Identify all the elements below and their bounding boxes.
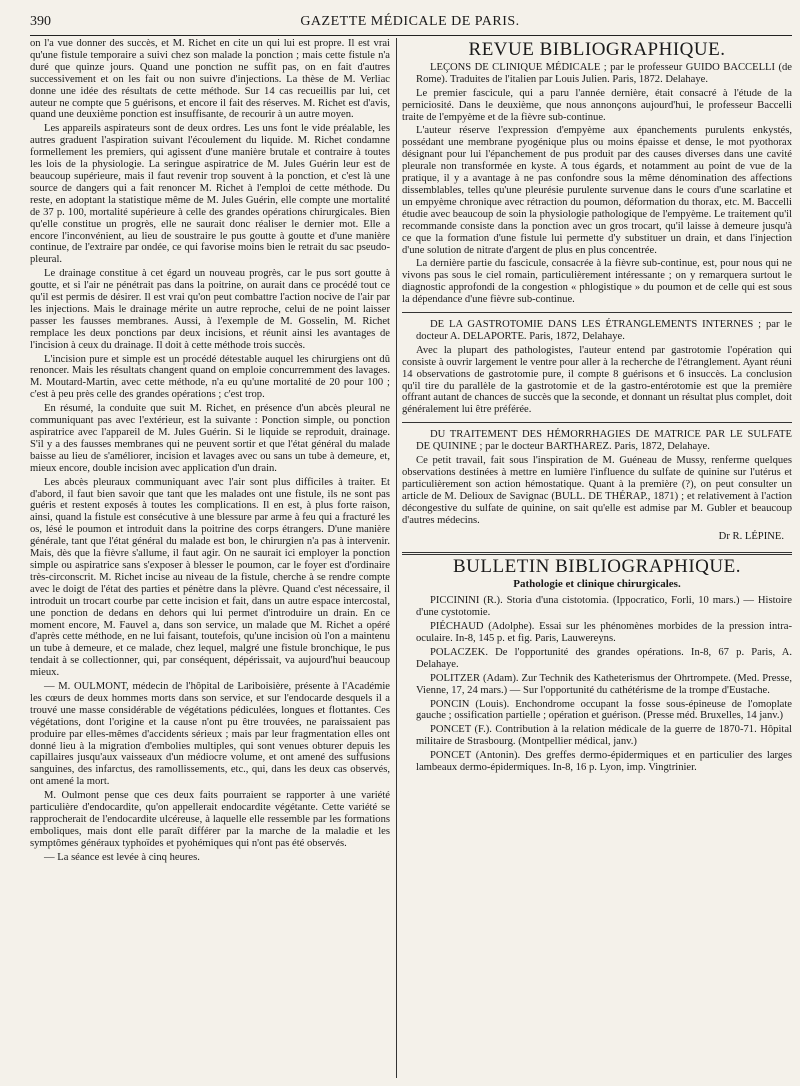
right-column bbox=[402, 38, 792, 1078]
bibliography-entry: POLACZEK. De l'opportunité des grandes opérations. In-8, 67 p. Paris, A. Delahaye. bbox=[416, 646, 792, 670]
section-separator bbox=[402, 552, 792, 555]
revue-title: REVUE BIBLIOGRAPHIQUE. bbox=[468, 39, 726, 60]
bibliography-entry: PIÉCHAUD (Adolphe). Essai sur les phénomènes morbides de la pression intra-oculaire. In-8, 145 p. et fig. Paris, Lauwereyns. bbox=[416, 621, 792, 644]
bibliography-entry: POLITZER (Adam). Zur Technik des Katheterismus der Ohrtrompete. (Med. Presse, Vienne, 17, 24 mars.) — Sur l'opportunité du cathétérisme de la trompe d'Eustache. bbox=[416, 672, 792, 696]
bulletin-title: BULLETIN BIBLIOGRAPHIQUE. bbox=[453, 556, 741, 578]
bibliography-entry: PONCET (Antonin). Des greffes dermo-épidermiques et en particulier des larges lambeaux dermo-épidermiques. In-8, 16 p. Lyon, imp. Vingtrinier. bbox=[416, 750, 792, 774]
journal-title: GAZETTE MÉDICALE DE PARIS. bbox=[300, 14, 520, 29]
author-signature: Dr R. LÉPINE. bbox=[718, 530, 784, 542]
paragraph: M. Oulmont pense que ces deux faits pourraient se rapporter à une variété particulière d'endocardite, qu'on appellerait endocardite végétante. Cette variété se rapprocherait de l'endocardite ulcéreuse, à laquelle elle ressemble par les formations emboliques, mais dont elle paraît différer par la marche de la maladie et les symptômes généraux typhoïdes et pyohémiques qui n'ont pas été observés. bbox=[30, 790, 390, 849]
separator bbox=[402, 312, 792, 313]
bibliographic-reference: LEÇONS DE CLINIQUE MÉDICALE ; par le professeur GUIDO BACCELLI (de Rome). Traduites de l'italien par Louis Julien. Paris, 1872. Delahaye. bbox=[416, 61, 792, 85]
paragraph: Les appareils aspirateurs sont de deux ordres. Les uns font le vide préalable, les autres graduent l'aspiration suivant l'écoulement du liquide. M. Richet condamne formellement les premiers, qui agissent d'une manière brutale et contraire à toutes les lois de la physiologie. La seringue aspiratrice de M. Jules Guérin leur est de beaucoup supérieure, mais il faut revenir trop souvent à la ponction, et c'est là une source de dangers qui a fait renoncer M. Richet à l'emploi de cette méthode. Du reste, en adoptant la statistique même de M. Jules Guérin, elle compte une mortalité de 37 p. 100, mortalité supérieure à celle des grandes opérations chirurgicales. Bien qu'elle constitue un progrès, elle ne saurait donc réaliser le dernier mot. Elle a encore l'inconvénient, au lieu de soustraire le pus goutte à goutte et d'une manière continue, de l'extraire par ondée, ce qui favorise moins bien le retrait du sac pseudo-pleural. bbox=[30, 123, 390, 266]
paragraph: La dernière partie du fascicule, consacrée à la fièvre sub-continue, est, pour nous qui ne vivons pas sous le ciel romain, particulièrement intéressante ; on y remarquera surtout le diagnostic approfondi de la congestion « phlogistique » du poumon et de celle qui est sous la dépendance d'une fièvre sub-continue. bbox=[402, 258, 792, 306]
bibliography-entry: PICCININI (R.). Storia d'una cistotomia. (Ippocratico, Forli, 10 mars.) — Histoire d'une cystotomie. bbox=[416, 595, 792, 619]
header-rule bbox=[30, 35, 792, 36]
bibliographic-reference: DE LA GASTROTOMIE DANS LES ÉTRANGLEMENTS INTERNES ; par le docteur A. DELAPORTE. Paris, 1872, Delahaye. bbox=[416, 319, 792, 342]
separator bbox=[402, 422, 792, 423]
paragraph: L'incision pure et simple est un procédé détestable auquel les chirurgiens ont dû renoncer. Mais les résultats changent quand on emploie concurremment des lavages. M. Moutard-Martin, avec cette méthode, n'a eu qu'une mortalité de 20 pour 100 ; c'est à peu près celle des grandes opérations ; c'est trop. bbox=[30, 353, 390, 401]
bibliography-entry: PONCET (F.). Contribution à la relation médicale de la guerre de 1870-71. Hôpital militaire de Strasbourg. (Montpellier médical, janv.) bbox=[416, 724, 792, 748]
paragraph: Les abcès pleuraux communiquant avec l'air sont plus difficiles à traiter. Et d'abord, il faut bien savoir que tant que les malades ont une fistule, ils ne sont pas guéris et restent exposés à toutes les complications. Il en est, à plus forte raison, ainsi, quand la fistule est consécutive à une blessure par arme à feu qui a fracturé les os, lésé le poumon et introduit dans la poitrine des corps étrangers. D'une manière générale, tant que l'état général du malade est bon, le chirurgien n'a pas à intervenir. Mais, dès que la fièvre s'allume, il faut agir. On ne saurait ici employer la ponction simple ou aspiratrice sans s'exposer à blesser le poumon, car le foyer est d'ordinaire très-circonscrit. M. Richet incise au niveau de la fistule, cherche à se rendre compte avec le doigt de l'état des parties et pénètre dans la plèvre. Quand c'est nécessaire, il introduit un trocart courbe par cette incision et fait, dans un autre espace intercostal, une ponction de dedans en dehors qui lui permet d'introduire un drain. En ce moment encore, M. Fauvel a, dans son service, un malade que M. Richet a opéré d'après cette méthode, en ne lui faisant, toutefois, qu'une incision où l'on a maintenu un tube à demeure, et ce malade, chez lequel, malgré une fistule bronchique, le pus tendait à se collectionner, qui, par conséquent, dépérissait, va aujourd'hui beaucoup mieux. bbox=[30, 476, 390, 679]
paragraph: — M. OULMONT, médecin de l'hôpital de Lariboisière, présente à l'Académie les cœurs de deux hommes morts dans son service, et sur l'endocarde desquels il a trouvé une masse considérable de végétations pédiculées, longues et flottantes. Ces végétations, dont l'origine et la cause n'ont pu être trouvées, ne paraissaient pas produire par elles-mêmes d'accidents sérieux ; mais par leur fragmentation elles ont donné lieu à la migration d'embolies multiples, qui sont venues obturer depuis les capillaires jusqu'aux vaisseaux d'un médiocre volume, et ont amené des suffusions sanguines, des infarctus, des ramollissements, etc., qui, dans les deux cas observés, ont amené la mort. bbox=[30, 681, 390, 788]
bulletin-subtitle: Pathologie et clinique chirurgicales. bbox=[513, 578, 681, 591]
paragraph: L'auteur réserve l'expression d'empyème aux épanchements purulents enkystés, possédant une membrane pyogénique plus ou moins épaisse et dense, le mot pyothorax désignant pour lui l'épanchement de pus produit par des causes diverses dans une cavité pleurale non transformée en kyste. A tous égards, et notamment au point de vue de la pratique, il y a avantage à ne pas confondre sous la même dénomination des affections dissemblables, telles qu'une pleurésie purulente survenue dans le cours d'une scarlatine et un empyème chronique avec rétraction du poumon, déformation du thorax, etc. M. Baccelli étudie avec beaucoup de soin la physiologie pathologique de l'empyème. Le traitement qu'il recommande consiste dans la ponction avec un gros trocart, qu'il laisse à demeure jusqu'à ce que la formation d'une fistule lui permette d'y substituer un drain, et dans l'injection d'une solution de nitrate d'argent de plus en plus concentrée. bbox=[402, 125, 792, 256]
left-column bbox=[30, 38, 390, 1078]
paragraph: — La séance est levée à cinq heures. bbox=[44, 851, 200, 863]
page-number: 390 bbox=[30, 14, 51, 29]
paragraph: Ce petit travail, fait sous l'inspiration de M. Guéneau de Mussy, renferme quelques observations destinées à mettre en lumière l'influence du sulfate de quinine sur l'utérus et particulièrement son action hémostatique. Quant à la première (?), on peut consulter un article de M. Delioux de Savignac (BULL. DE THÉRAP., 1871) ; et relativement à l'action décongestive du sulfate de quinine, on sait qu'elle est admise par M. Gubler et beaucoup d'autres médecins. bbox=[402, 455, 792, 526]
bibliographic-reference: DU TRAITEMENT DES HÉMORRHAGIES DE MATRICE PAR LE SULFATE DE QUININE ; par le docteur BARTHAREZ. Paris, 1872, Delahaye. bbox=[416, 429, 792, 453]
paragraph: Le drainage constitue à cet égard un nouveau progrès, car le pus sort goutte à goutte, et si l'air ne pénétrait pas dans la poitrine, on aurait dans ce procédé tout ce qu'il est permis de désirer. Il est vrai qu'on peut combattre l'action nocive de l'air par les injections. Mais le drainage mérite un autre reproche, celui de ne point laisser passer les fausses membranes. Aussi, à l'exemple de M. Gosselin, M. Richet remplace les deux ponctions par deux incisions, et réunit ainsi les avantages de l'incision à ceux du drainage. Il doit à cette méthode trois succès. bbox=[30, 268, 390, 351]
paragraph: En résumé, la conduite que suit M. Richet, en présence d'un abcès pleural ne communiquant pas avec l'extérieur, est la suivante : Ponction simple, ou ponction aspiratrice avec l'appareil de M. Jules Guérin. Si le liquide se reproduit, drainage. S'il y a des fausses membranes qui ne peuvent sortir et que l'état général du malade baisse au lieu de s'améliorer, incision et lavages avec ou sans un tube à demeure, et, mieux encore, double incision avec application d'un drain. bbox=[30, 403, 390, 474]
page-header bbox=[30, 12, 790, 34]
column-divider bbox=[396, 38, 397, 1078]
paragraph: Le premier fascicule, qui a paru l'année dernière, était consacré à l'étude de la perniciosité. Dans le deuxième, que nous annonçons aujourd'hui, le professeur Baccelli traite de l'empyème et de la fièvre sub-continue. bbox=[402, 87, 792, 123]
paragraph: Avec la plupart des pathologistes, l'auteur entend par gastrotomie l'opération qui consiste à ouvrir largement le ventre pour aller à la recherche de l'étranglement. Ayant réuni 14 observations de gastrotomie pure, il compte 8 guérisons et 6 insuccès. La conclusion qu'il tire du parallèle de la gastrotomie et de la gastro-entérotomie est que la première offrant autant de chances de succès que la seconde, et donnant un résultat plus complet, doit généralement lui être préférée. bbox=[402, 344, 792, 416]
bibliography-entry: PONCIN (Louis). Enchondrome occupant la fosse sous-épineuse de l'omoplate gauche ; ossification partielle ; opération et guérison. (Presse méd. Bruxelles, 14 janv.) bbox=[416, 698, 792, 722]
paragraph: on l'a vue donner des succès, et M. Richet en cite un qui lui est propre. Il est vrai qu'une fistule temporaire a suivi chez son malade la ponction ; mais cette fistule n'a duré que quinze jours. Quand une ponction ne suffit pas, on en fait d'autres successivement et on les fait ou non suivre d'injections. La thèse de M. Verliac donne une idée des résultats de cette méthode. Sur 14 cas recueillis par lui, cet auteur ne compte que 5 guérisons, et encore il fait des réserves. M. Richet est d'avis, quand une deuxième ponction est insuffisante, de recourir à un autre moyen. bbox=[30, 38, 390, 121]
